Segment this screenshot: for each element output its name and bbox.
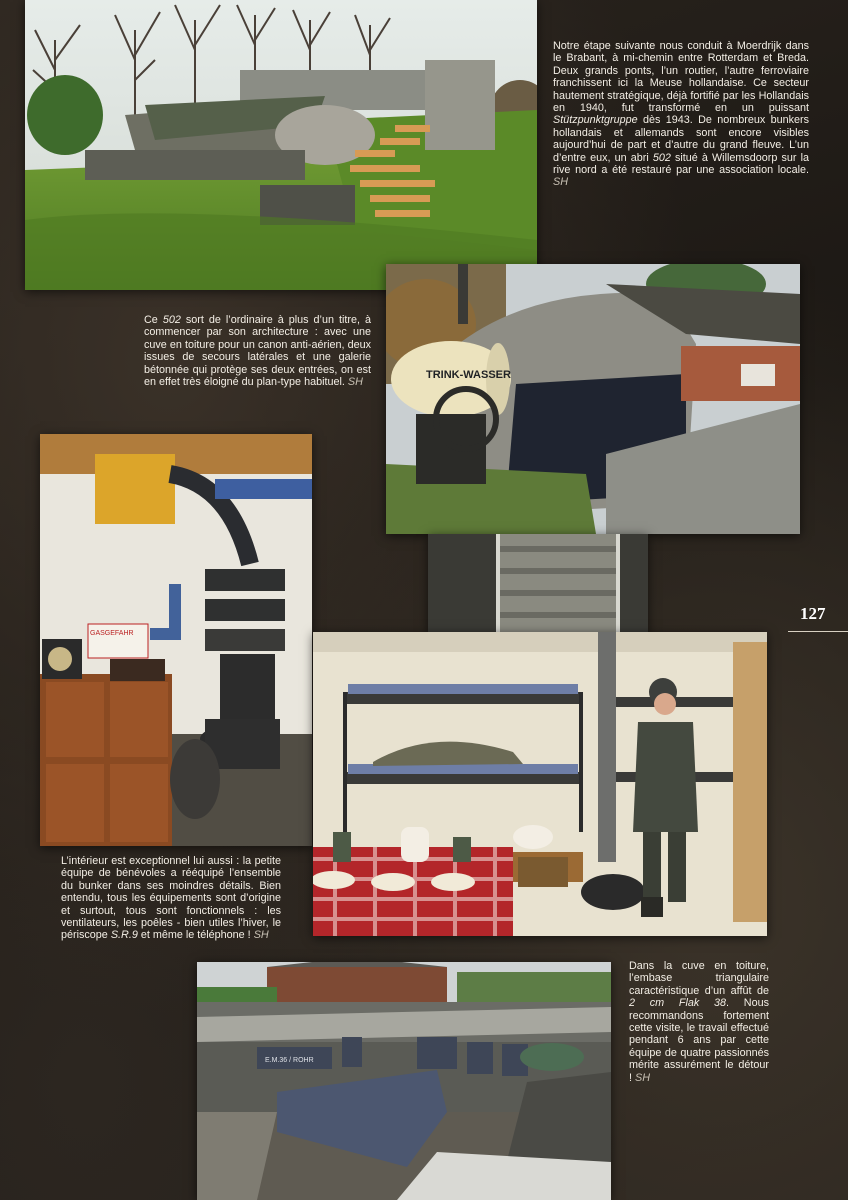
photo-interior-ventilators — [40, 434, 312, 846]
info-plaque — [741, 364, 775, 386]
caption-flak-text-2: . Nous recommandons fortement cette visite, le travail effectué pendant 6 ans par cette équipe de quatre passionnés mérite assurément le détour ! — [629, 997, 769, 1084]
caption-interior-text-1: L’intérieur est exceptionnel lui aussi : la petite équipe de bénévoles a rééquipé l’ensemble du bunker dans ses moindres détails. Bien entendu, tous les équipements sont d’origine et surtout, tous sont fonctionnels : les ventilateurs, les poêles - bien utiles l’hiver, le périscope — [61, 855, 281, 942]
photo-bunker-exterior — [25, 0, 537, 290]
caption-interior-credit: SH — [253, 929, 269, 942]
tank-label: TRINK-WASSER — [426, 369, 511, 381]
photo-barracks-room — [313, 632, 767, 936]
caption-intro-text-2: dès 1943. De nombreux bunkers hollandais et allemands sont encore visibles aujourd’hui de part et d’autre du grand fleuve. L’un d’entre eux, un abri — [553, 114, 809, 164]
page-number: 127 — [800, 604, 826, 623]
caption-flak-text-1: Dans la cuve en toiture, l’embase triangulaire caractéristique d’un affût de — [629, 960, 769, 997]
caption-architecture-text-1: Ce — [144, 314, 163, 326]
bunker-water-tank-image — [386, 264, 800, 534]
caption-architecture-credit: SH — [347, 376, 363, 389]
caption-flak-credit: SH — [635, 1071, 650, 1084]
caption-architecture-text-2: sort de l’ordinaire à plus d’un titre, à commencer par son architecture : avec une cuve en toiture pour un canon anti-aérien, deux issues de secours latérales et une galerie bétonnée qui protège ses deux entrées, on est en effet très éloigné du plan-type habituel. — [144, 314, 371, 389]
caption-intro-credit: SH — [553, 176, 568, 189]
interior-ventilators-image — [40, 434, 312, 846]
caption-architecture — [144, 314, 371, 388]
photo-corridor — [428, 534, 648, 634]
caption-intro-text-1: Notre étape suivante nous conduit à Moerdrijk dans le Brabant, à mi-chemin entre Rotterdam et Breda. Deux grands ponts, l’un routier, l’autre ferroviaire franchissent ici la Meuse hollandaise. Ce secteur hautement stratégique, déjà fortifié par les Hollandais en 1940, fut transformé en un puissant — [553, 40, 809, 115]
caption-flak — [629, 960, 769, 1084]
caption-intro-em-1: Stützpunktgruppe — [553, 114, 638, 127]
page-number-rule — [788, 631, 848, 632]
caption-intro — [553, 40, 809, 189]
flak-plaque-label: E.M.36 / ROHR — [265, 1057, 314, 1064]
flak-pit-image — [197, 962, 611, 1200]
barracks-room-image — [313, 632, 767, 936]
caption-architecture-em-1: 502 — [162, 314, 181, 326]
photo-flak-pit — [197, 962, 611, 1200]
photo-bunker-water-tank — [386, 264, 800, 534]
bunker-exterior-image — [25, 0, 537, 290]
caption-intro-em-2: 502 — [652, 151, 671, 164]
corridor-image — [428, 534, 648, 634]
caption-interior-em-1: S.R.9 — [110, 929, 138, 942]
caption-interior-text-2: et même le téléphone ! — [137, 929, 254, 942]
caption-flak-em-1: 2 cm Flak 38 — [629, 997, 727, 1010]
caption-interior — [61, 855, 281, 942]
gas-warning-sign: GASGEFAHR — [90, 630, 134, 637]
caption-intro-text-3: situé à Willemsdoorp sur la rive nord a été restauré par une association locale. — [553, 151, 809, 177]
